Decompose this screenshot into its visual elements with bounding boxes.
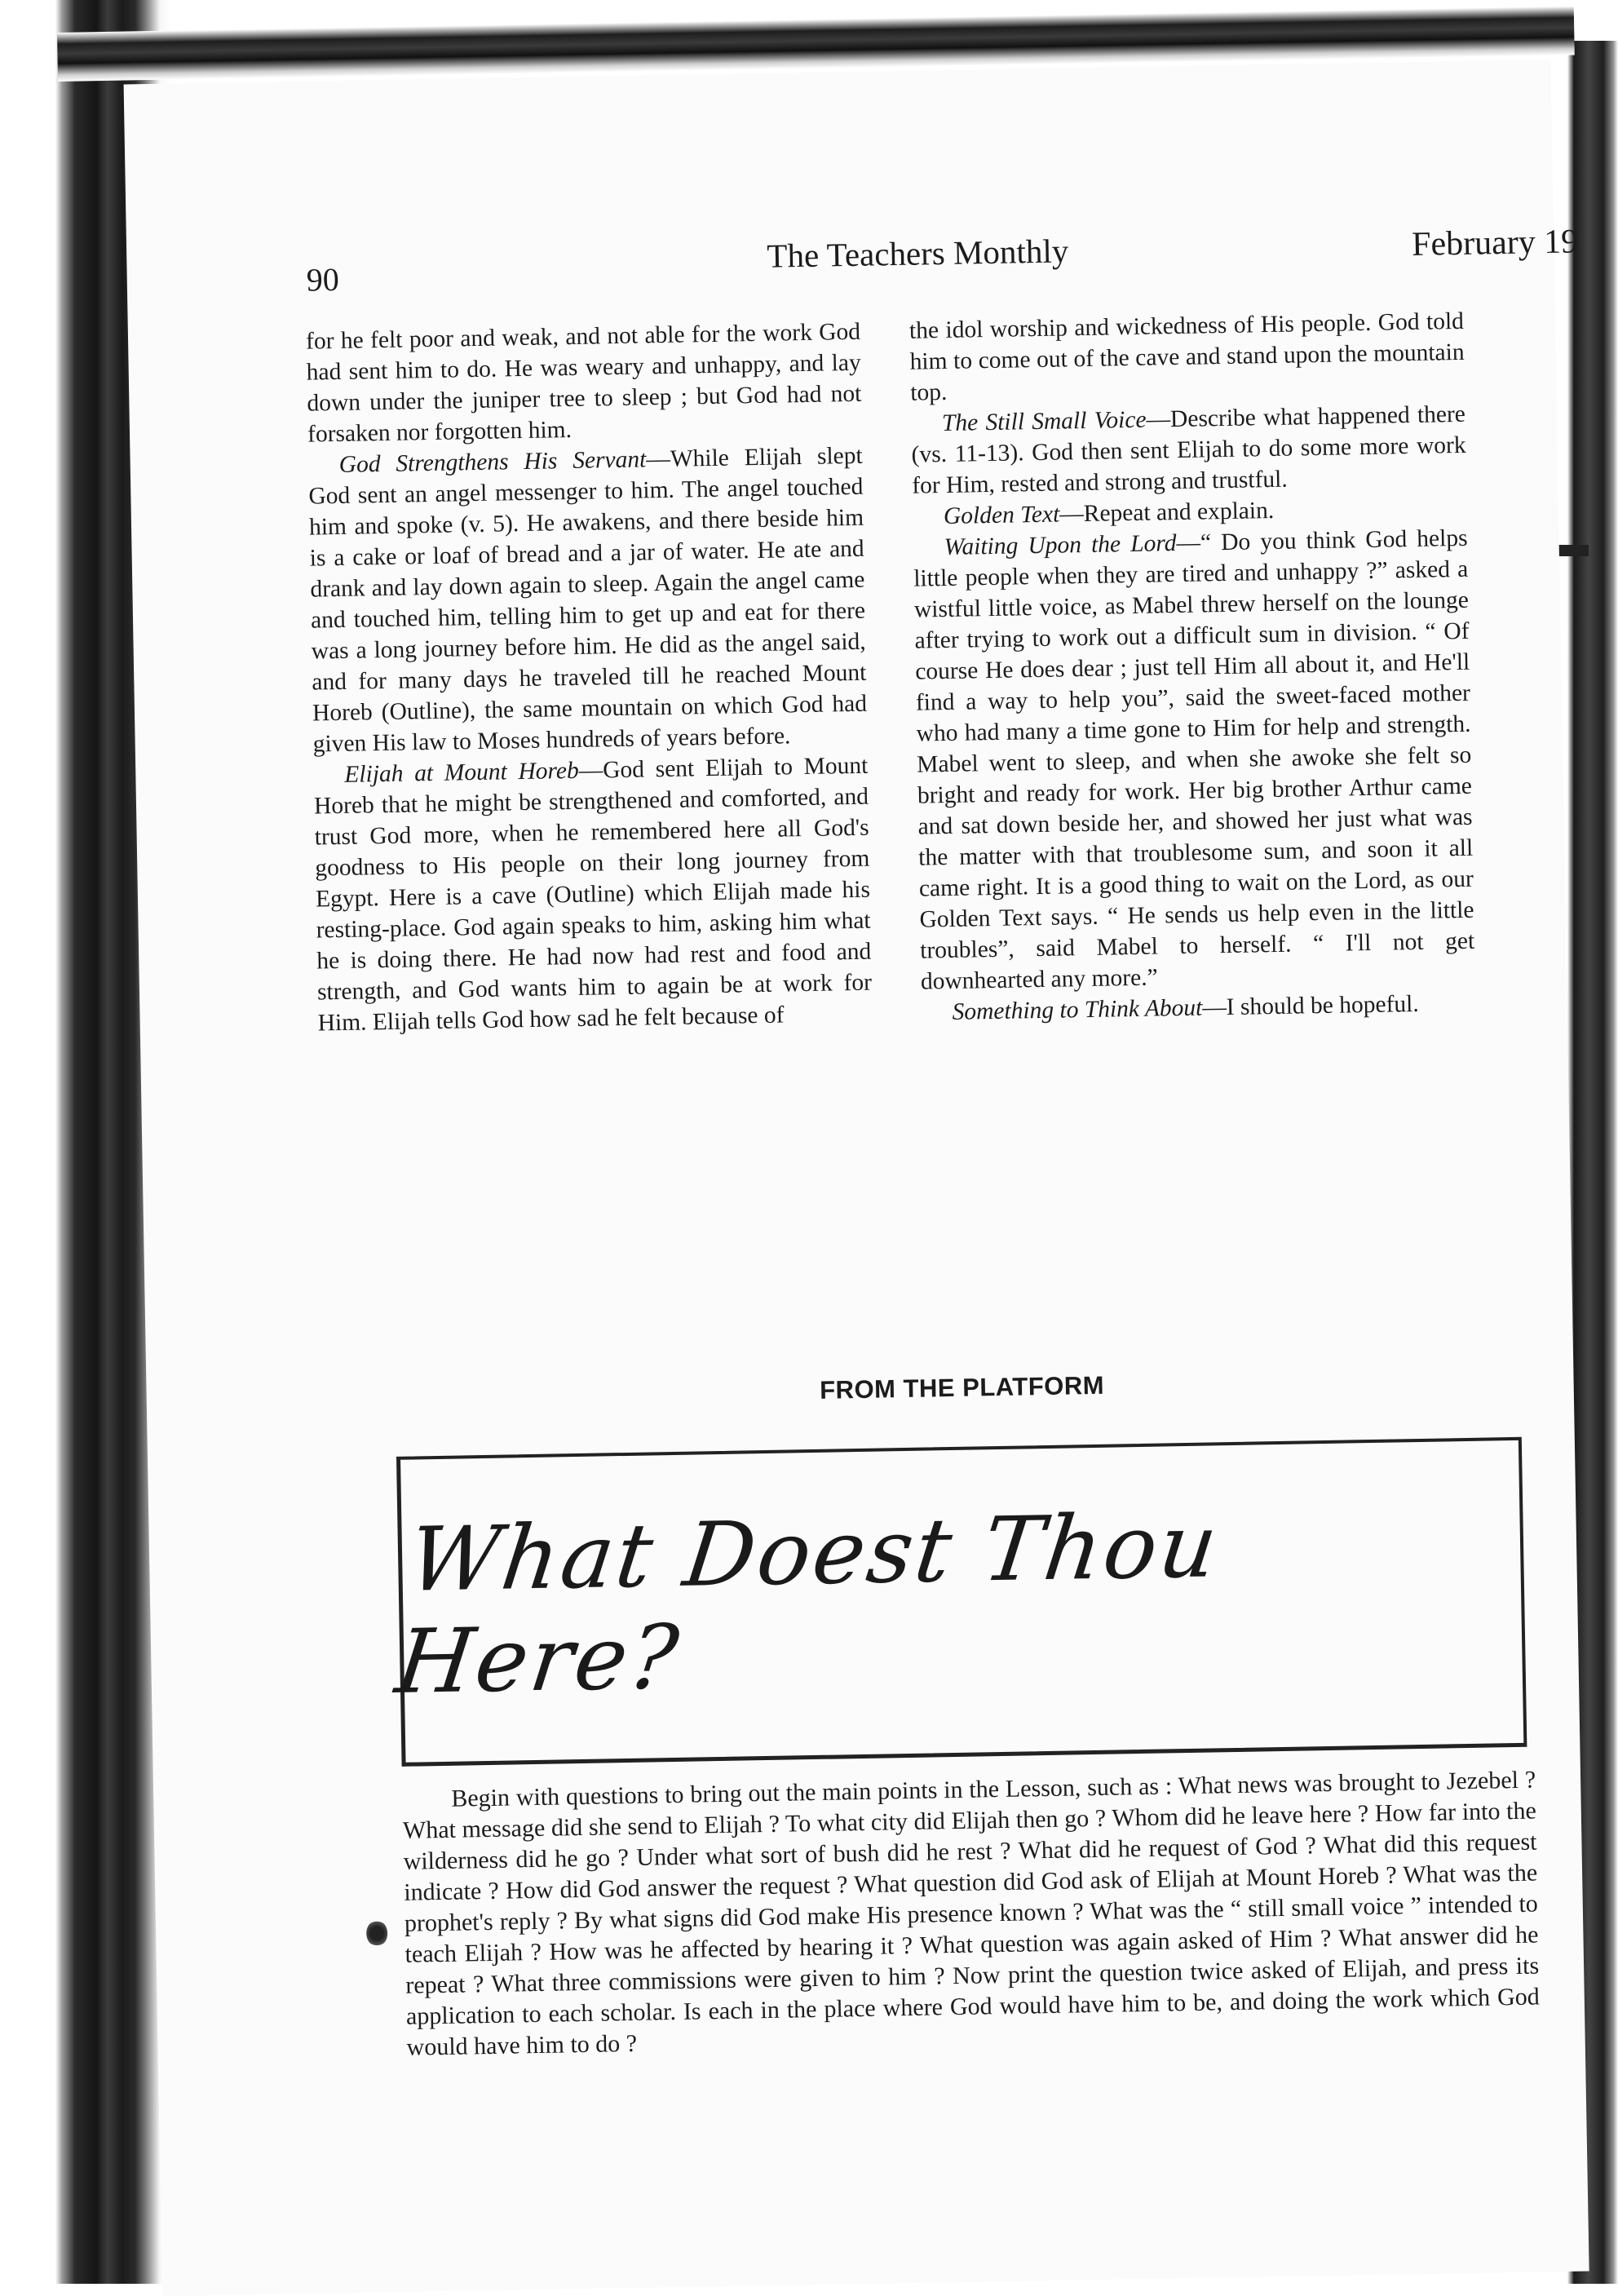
- paragraph-heading: Waiting Upon the Lord: [944, 530, 1177, 561]
- book-page: [124, 60, 1589, 2296]
- paragraph-heading: The Still Small Voice: [941, 406, 1147, 437]
- paragraph-text: —God sent Elijah to Mount Horeb that he might be strengthened and comforted, and trust God more, when he remembered here all God's goodness to His people on their long journey from Egypt. Here is a cave (Outline) which Elijah made his resting-place. God again speaks to him, asking him what he is doing there. He had now had rest and food and strength, and God wants him to again be at work for Him. Elijah tells God how sad he felt because of: [313, 752, 873, 1037]
- right-text-column: [909, 306, 1476, 1029]
- paragraph: [313, 750, 873, 1039]
- paragraph-heading: God Strengthens His Servant: [338, 446, 647, 478]
- paragraph: [307, 440, 868, 760]
- left-text-column: [306, 316, 873, 1039]
- page-tab-mark: [1556, 545, 1589, 556]
- page-number: 90: [306, 260, 340, 299]
- paragraph-text: —While Elijah slept God sent an angel messenger to him. The angel touched him and spoke (v. 5). He awakens, and there beside him is a cake or loaf of bread and a jar of water. He ate and drank and lay down again to sleep. Again the angel came and touched him, telling him to get up and eat for there was a long journey before him. He did as the angel said, and for many days he traveled till he reached Mount Horeb (Outline), the same mountain on which God had given His law to Moses hundreds of years before.: [308, 442, 868, 758]
- paragraph-text: —I should be hopeful.: [1202, 990, 1419, 1021]
- paragraph-heading: Elijah at Mount Horeb: [344, 757, 580, 788]
- paragraph: for he felt poor and weak, and not able for the work God had sent him to do. He was weary and unhappy, and lay down under the juniper tree to sleep ; but God had not forsaken nor forgotten him.: [305, 318, 862, 448]
- platform-display-box: [390, 1437, 1527, 1767]
- platform-script-text: What Doest Thou Here?: [390, 1494, 1226, 1714]
- paragraph: [913, 523, 1475, 998]
- paragraph: the idol worship and wickedness of His people. God told him to come out of the cave and stand upon the mountain top.: [908, 307, 1465, 406]
- platform-paragraph: Begin with questions to bring out the main points in the Lesson, such as : What news was brought to Jezebel ? What message did she send to Elijah ? To what city did Elijah then go ? Whom did he leave here ? How far into the wilderness did he go ? Under what sort of bush did he rest ? What did he request of God ? What did this request indicate ? How did God answer the request ? What question did God ask of Elijah at Mount Horeb ? What was the prophet's reply ? By what signs did God make His presence known ? What was the “ still small voice ” intended to teach Elijah ? How was he affected by hearing it ? What question was again asked of Him ? What answer did he repeat ? What three commissions were given to him ? Now print the question twice asked of Elijah, and press its application to each scholar. Is each in the place where God would have him to be, and doing the work which God would have him to do ?: [402, 1766, 1541, 2061]
- paragraph-text: —Describe what happened there (vs. 11-13). God then sent Elijah to do some more work for Him, rested and strong and trustful.: [911, 400, 1466, 499]
- running-header: [306, 222, 1579, 301]
- issue-date: February 19: [1411, 223, 1579, 263]
- publication-title: The Teachers Monthly: [767, 232, 1069, 275]
- paragraph-text: —Repeat and explain.: [1059, 497, 1275, 528]
- paragraph-text: —“ Do you think God helps little people when they are tired and unhappy ?” asked a wistful little voice, as Mabel threw herself on the lounge after trying to work out a difficult sum in division. “ Of course He does dear ; just tell Him all about it, and He'll find a way to help you”, said the sweet-faced mother who had many a time gone to Him for help and strength. Mabel went to sleep, and when she awoke she felt so bright and ready for work. Her big brother Arthur came and sat down beside her, and showed her just what was the matter with that troublesome sum, and soon it all came right. It is a good thing to wait on the Lord, as our Golden Text says. “ He sends us help even in the little troubles”, said Mabel to herself. “ I'll not get downhearted any more.”: [913, 524, 1475, 995]
- paragraph: [911, 399, 1467, 502]
- paragraph-heading: Golden Text: [943, 501, 1060, 530]
- paragraph-heading: Something to Think About: [952, 994, 1203, 1025]
- ink-blot: [366, 1920, 388, 1946]
- section-heading: FROM THE PLATFORM: [819, 1370, 1105, 1405]
